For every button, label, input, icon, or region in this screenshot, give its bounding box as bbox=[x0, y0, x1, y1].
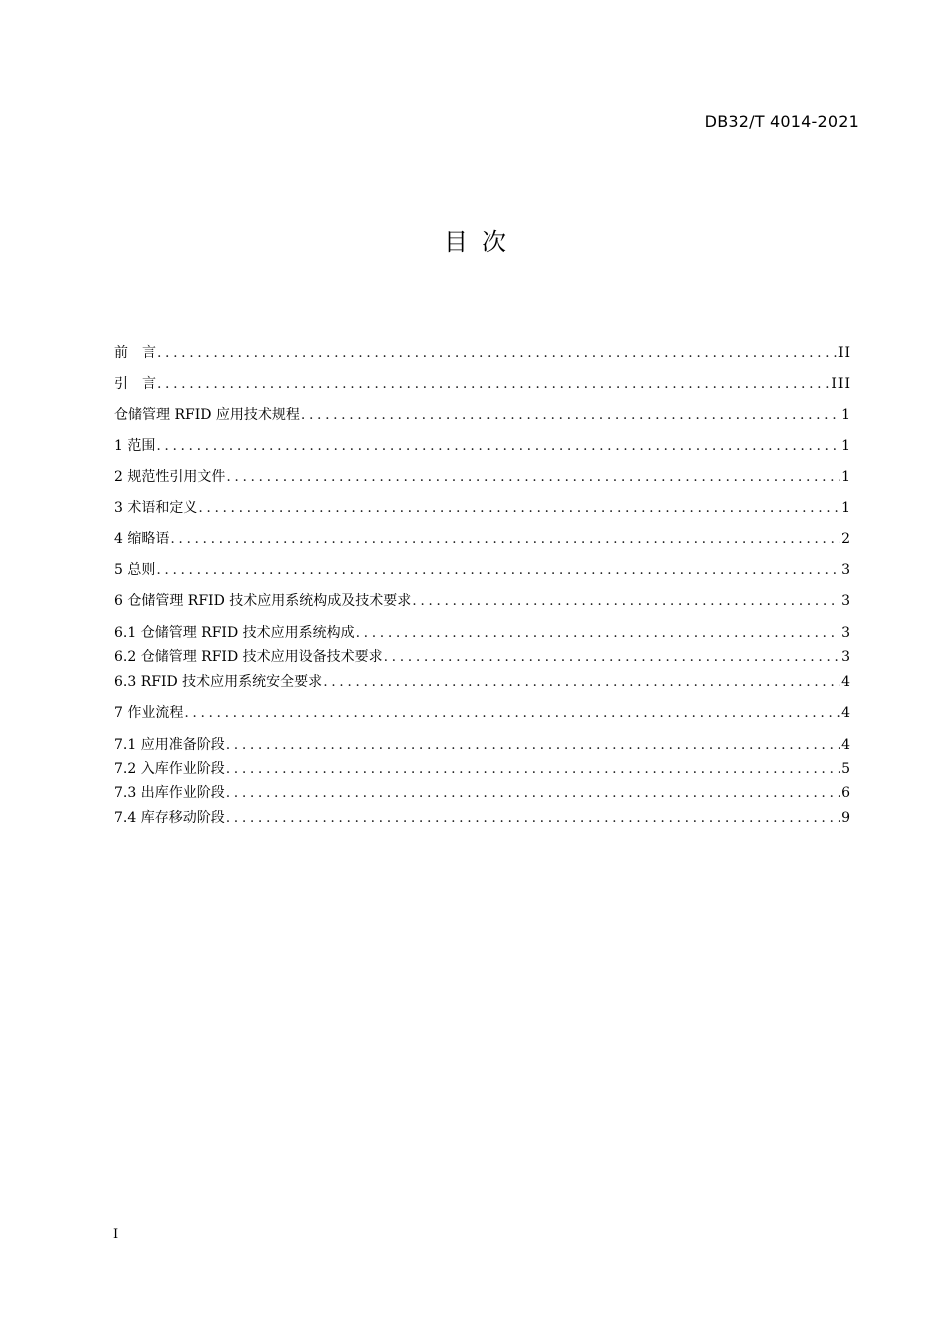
toc-leader-dots bbox=[156, 438, 840, 454]
toc-leader-dots bbox=[226, 469, 840, 485]
document-code: DB32/T 4014-2021 bbox=[704, 112, 859, 131]
toc-entry-label: 7.1 应用准备阶段 bbox=[114, 737, 225, 753]
toc-entry-label: 7 作业流程 bbox=[114, 705, 184, 721]
toc-entry-7-4[interactable] bbox=[114, 807, 851, 827]
toc-entry-page: 1 bbox=[841, 500, 851, 516]
toc-entry-terms-definitions[interactable] bbox=[114, 497, 851, 517]
toc-leader-dots bbox=[184, 705, 840, 721]
toc-entry-6-2[interactable] bbox=[114, 646, 851, 666]
toc-entry-label: 7.2 入库作业阶段 bbox=[114, 761, 225, 777]
toc-entry-7-3[interactable] bbox=[114, 782, 851, 802]
toc-entry-scope[interactable] bbox=[114, 435, 851, 455]
toc-entry-foreword[interactable] bbox=[114, 342, 851, 362]
toc-entry-page: 4 bbox=[841, 674, 851, 690]
toc-entry-label: 6.2 仓储管理 RFID 技术应用设备技术要求 bbox=[114, 649, 383, 665]
toc-entry-general-rules[interactable] bbox=[114, 559, 851, 579]
toc-entry-6-3[interactable] bbox=[114, 671, 851, 691]
toc-entry-page: 3 bbox=[841, 649, 851, 665]
toc-entry-7-2[interactable] bbox=[114, 758, 851, 778]
toc-leader-dots bbox=[226, 761, 840, 777]
toc-leader-dots bbox=[226, 737, 840, 753]
page-title: 目次 bbox=[444, 228, 520, 256]
toc-entry-label: 5 总则 bbox=[114, 562, 156, 578]
toc-entry-page: 4 bbox=[841, 737, 851, 753]
toc-entry-page: 3 bbox=[841, 562, 851, 578]
toc-entry-label: 前 言 bbox=[114, 345, 156, 361]
toc-entry-label: 1 范围 bbox=[114, 438, 156, 454]
toc-leader-dots bbox=[323, 674, 840, 690]
toc-leader-dots bbox=[157, 345, 837, 361]
toc-entry-label: 7.4 库存移动阶段 bbox=[114, 810, 225, 826]
toc-entry-page: 1 bbox=[841, 469, 851, 485]
toc-entry-normative-references[interactable] bbox=[114, 466, 851, 486]
page-number: I bbox=[113, 1227, 119, 1242]
toc-entry-system-composition[interactable] bbox=[114, 590, 851, 610]
toc-entry-label: 6 仓储管理 RFID 技术应用系统构成及技术要求 bbox=[114, 593, 412, 609]
toc-entry-label: 6.3 RFID 技术应用系统安全要求 bbox=[114, 674, 323, 690]
toc-entry-label: 4 缩略语 bbox=[114, 531, 170, 547]
toc-leader-dots bbox=[412, 593, 840, 609]
toc-entry-page: 3 bbox=[841, 593, 851, 609]
toc-entry-page: 5 bbox=[841, 761, 851, 777]
toc-entry-label: 7.3 出库作业阶段 bbox=[114, 785, 225, 801]
toc-entry-page: 6 bbox=[841, 785, 851, 801]
toc-entry-page: 1 bbox=[841, 438, 851, 454]
toc-entry-6-1[interactable] bbox=[114, 622, 851, 642]
toc-leader-dots bbox=[170, 531, 840, 547]
toc-entry-label: 2 规范性引用文件 bbox=[114, 469, 226, 485]
toc-entry-page: 1 bbox=[841, 407, 851, 423]
toc-entry-abbreviations[interactable] bbox=[114, 528, 851, 548]
toc-entry-label: 3 术语和定义 bbox=[114, 500, 198, 516]
toc-entry-page: III bbox=[831, 376, 851, 392]
toc-entry-standard-title[interactable] bbox=[114, 404, 851, 424]
toc-entry-label: 仓储管理 RFID 应用技术规程 bbox=[114, 407, 300, 423]
toc-entry-workflow[interactable] bbox=[114, 702, 851, 722]
toc-leader-dots bbox=[226, 785, 840, 801]
toc-entry-page: 9 bbox=[841, 810, 851, 826]
toc-entry-page: II bbox=[837, 345, 851, 361]
toc-leader-dots bbox=[384, 649, 840, 665]
toc-leader-dots bbox=[157, 376, 830, 392]
toc-entry-page: 3 bbox=[841, 625, 851, 641]
toc-leader-dots bbox=[226, 810, 840, 826]
toc-entry-7-1[interactable] bbox=[114, 734, 851, 754]
toc-entry-page: 4 bbox=[841, 705, 851, 721]
toc-leader-dots bbox=[356, 625, 840, 641]
toc-leader-dots bbox=[198, 500, 840, 516]
toc-leader-dots bbox=[301, 407, 840, 423]
toc-leader-dots bbox=[156, 562, 840, 578]
toc-entry-label: 6.1 仓储管理 RFID 技术应用系统构成 bbox=[114, 625, 355, 641]
toc-entry-label: 引 言 bbox=[114, 376, 156, 392]
toc-entry-page: 2 bbox=[841, 531, 851, 547]
toc-entry-introduction[interactable] bbox=[114, 373, 851, 393]
